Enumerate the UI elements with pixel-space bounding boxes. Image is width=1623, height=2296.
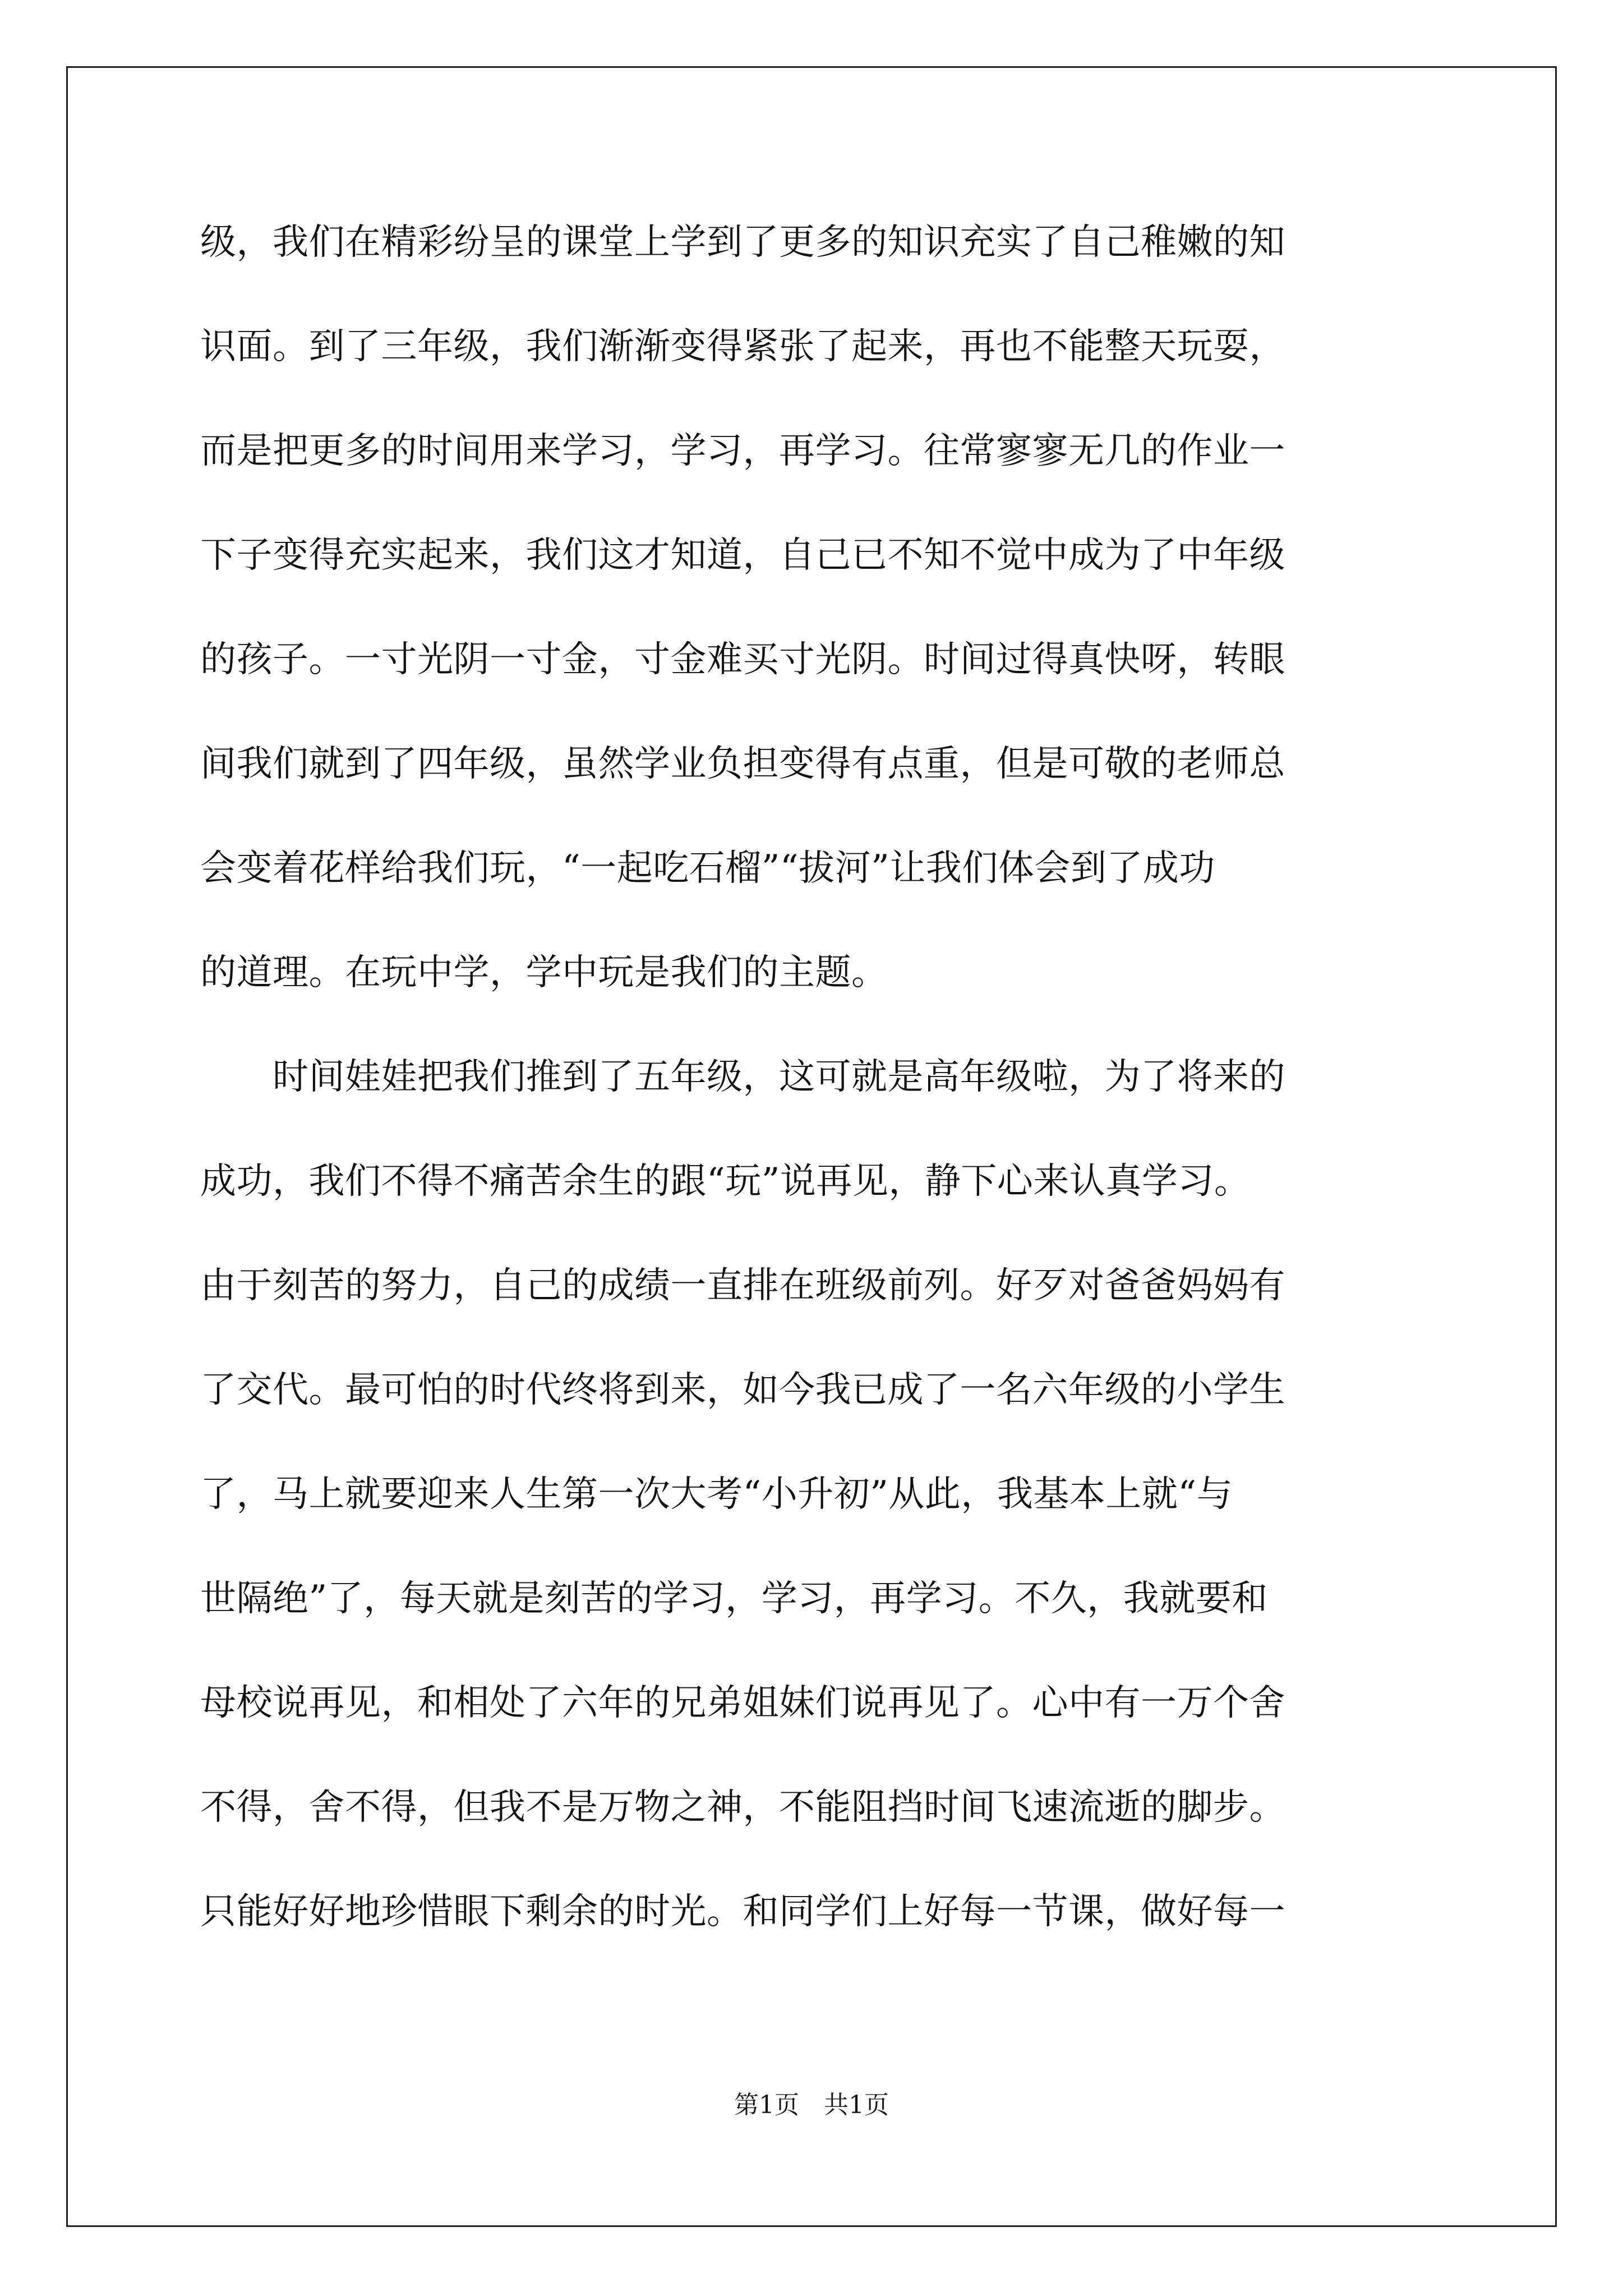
text-line: 会变着花样给我们玩，“一起吃石榴”“拔河”让我们体会到了成功 bbox=[200, 848, 1215, 889]
text-line: 由于刻苦的努力，自己的成绩一直排在班级前列。好歹对爸爸妈妈有 bbox=[200, 1265, 1285, 1306]
text-line: 世隔绝”了，每天就是刻苦的学习，学习，再学习。不久，我就要和 bbox=[200, 1578, 1268, 1619]
text-line: 母校说再见，和相处了六年的兄弟姐妹们说再见了。心中有一万个舍 bbox=[200, 1682, 1285, 1724]
text-line: 间我们就到了四年级，虽然学业负担变得有点重，但是可敬的老师总 bbox=[200, 743, 1285, 785]
page-number-footer: 第1页 共1页 bbox=[734, 2091, 889, 2119]
text-line: 级，我们在精彩纷呈的课堂上学到了更多的知识充实了自己稚嫩的知 bbox=[200, 222, 1285, 263]
text-line: 了，马上就要迎来人生第一次大考“小升初”从此，我基本上就“与 bbox=[200, 1474, 1233, 1515]
document-body bbox=[200, 214, 1428, 1988]
text-line: 不得，舍不得，但我不是万物之神，不能阻挡时间飞速流逝的脚步。 bbox=[200, 1787, 1285, 1828]
text-line: 识面。到了三年级，我们渐渐变得紧张了起来，再也不能整天玩耍， bbox=[200, 326, 1285, 367]
text-line: 的孩子。一寸光阴一寸金，寸金难买寸光阴。时间过得真快呀，转眼 bbox=[200, 639, 1285, 680]
text-line: 只能好好地珍惜眼下剩余的时光。和同学们上好每一节课，做好每一 bbox=[200, 1891, 1285, 1932]
text-line: 了交代。最可怕的时代终将到来，如今我已成了一名六年级的小学生 bbox=[200, 1369, 1285, 1411]
text-line: 成功，我们不得不痛苦余生的跟“玩”说再见，静下心来认真学习。 bbox=[200, 1161, 1251, 1202]
text-line: 下子变得充实起来，我们这才知道，自己已不知不觉中成为了中年级 bbox=[200, 535, 1285, 576]
text-line: 时间娃娃把我们推到了五年级，这可就是高年级啦，为了将来的 bbox=[200, 1056, 1285, 1098]
text-line: 的道理。在玩中学，学中玩是我们的主题。 bbox=[200, 952, 888, 993]
text-line: 而是把更多的时间用来学习，学习，再学习。往常寥寥无几的作业一 bbox=[200, 430, 1285, 472]
